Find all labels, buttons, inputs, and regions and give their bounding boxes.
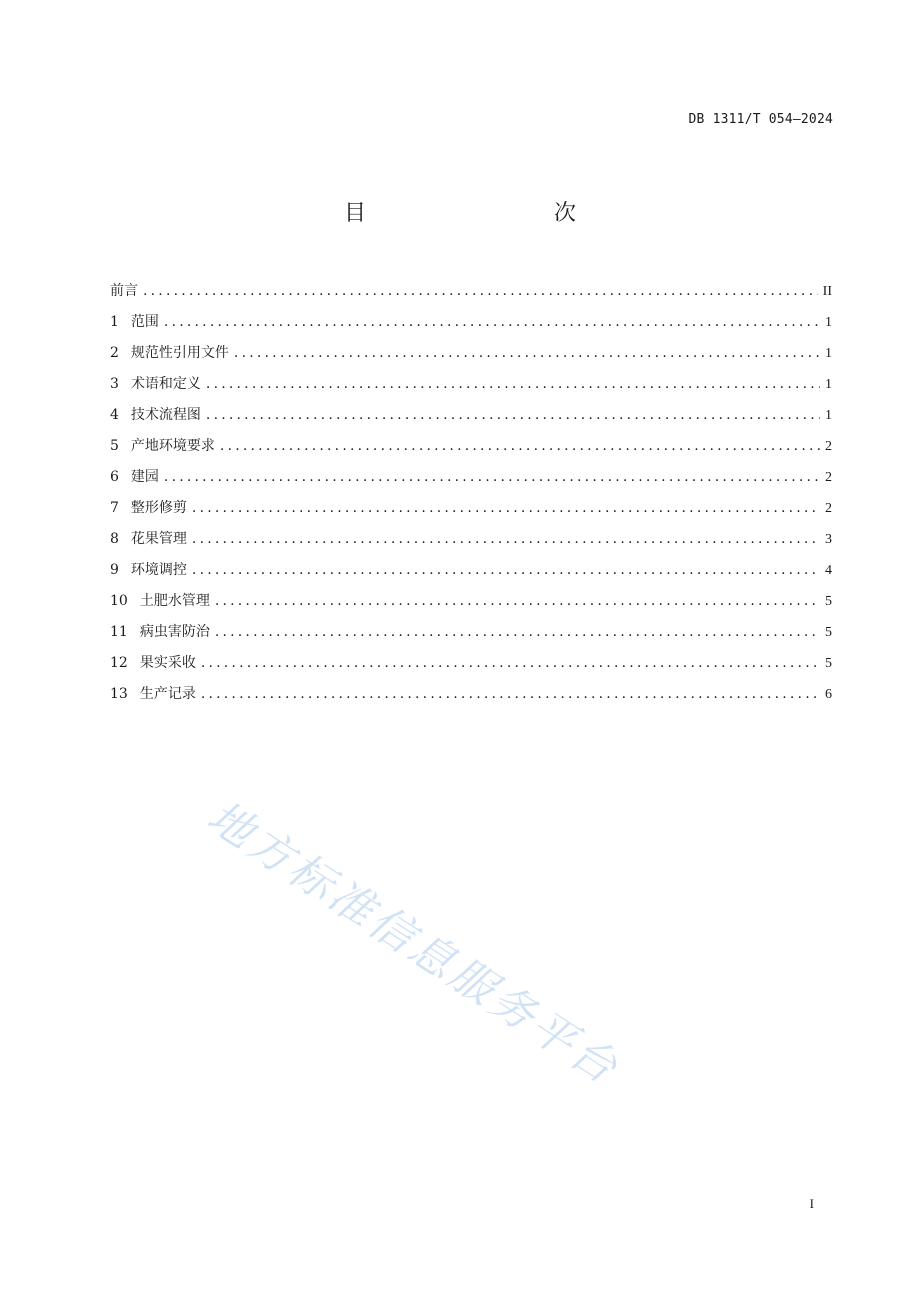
toc-leader-dots — [192, 528, 820, 550]
table-of-contents — [110, 280, 832, 714]
toc-entry-label: 产地环境要求 — [130, 438, 215, 454]
toc-entry-page: 1 — [825, 408, 832, 423]
toc-entry[interactable] — [110, 683, 832, 714]
toc-entry-number: 8 — [110, 531, 119, 547]
toc-leader-dots — [164, 311, 820, 333]
toc-entry-label: 土肥水管理 — [139, 593, 210, 609]
toc-entry-number: 6 — [110, 469, 119, 485]
toc-entry-number: 12 — [110, 655, 128, 671]
toc-entry-label: 前言 — [110, 283, 138, 299]
toc-leader-dots — [192, 497, 820, 519]
toc-entry-page: 2 — [825, 470, 832, 485]
toc-entry-page: 1 — [825, 377, 832, 392]
toc-entry-label: 环境调控 — [130, 562, 187, 578]
toc-entry-label: 技术流程图 — [130, 407, 201, 423]
toc-entry-number: 7 — [110, 500, 119, 516]
toc-entry-page: 3 — [825, 532, 832, 547]
toc-entry-number: 3 — [110, 376, 119, 392]
toc-entry-number: 4 — [110, 407, 119, 423]
toc-entry[interactable] — [110, 559, 832, 590]
toc-entry-number: 2 — [110, 345, 119, 361]
toc-entry-page: 1 — [825, 315, 832, 330]
toc-entry[interactable] — [110, 497, 832, 528]
toc-leader-dots — [143, 280, 818, 302]
toc-entry-page: 5 — [825, 625, 832, 640]
toc-leader-dots — [201, 652, 820, 674]
page-title: 目 次 — [343, 201, 624, 226]
toc-leader-dots — [164, 466, 820, 488]
page-number: I — [809, 1196, 814, 1211]
toc-entry-number: 10 — [110, 593, 128, 609]
toc-entry[interactable] — [110, 280, 832, 311]
toc-leader-dots — [206, 373, 820, 395]
toc-entry[interactable] — [110, 652, 832, 683]
toc-entry-page: 5 — [825, 594, 832, 609]
toc-entry-label: 生产记录 — [139, 686, 196, 702]
toc-entry-label: 病虫害防治 — [139, 624, 210, 640]
standard-code: DB 1311/T 054—2024 — [688, 112, 833, 127]
toc-entry-number: 5 — [110, 438, 119, 454]
toc-entry-page: II — [822, 284, 832, 299]
toc-leader-dots — [192, 559, 820, 581]
toc-entry[interactable] — [110, 404, 832, 435]
toc-leader-dots — [215, 590, 820, 612]
toc-entry-label: 果实采收 — [139, 655, 196, 671]
toc-entry[interactable] — [110, 590, 832, 621]
toc-entry-page: 2 — [825, 501, 832, 516]
toc-entry[interactable] — [110, 311, 832, 342]
toc-entry[interactable] — [110, 342, 832, 373]
toc-leader-dots — [215, 621, 820, 643]
toc-entry-number: 9 — [110, 562, 119, 578]
toc-entry-page: 2 — [825, 439, 832, 454]
watermark: 地方标准信息服务平台 — [198, 791, 629, 1096]
toc-entry-label: 范围 — [130, 314, 159, 330]
toc-entry-number: 1 — [110, 314, 119, 330]
toc-entry-label: 术语和定义 — [130, 376, 201, 392]
toc-entry-page: 6 — [825, 687, 832, 702]
toc-entry[interactable] — [110, 528, 832, 559]
toc-entry-page: 1 — [825, 346, 832, 361]
toc-entry-label: 规范性引用文件 — [130, 345, 229, 361]
toc-leader-dots — [220, 435, 820, 457]
toc-entry-number: 11 — [110, 624, 128, 640]
toc-entry-label: 整形修剪 — [130, 500, 187, 516]
toc-entry-label: 建园 — [130, 469, 159, 485]
toc-leader-dots — [206, 404, 820, 426]
toc-entry-number: 13 — [110, 686, 128, 702]
toc-leader-dots — [201, 683, 820, 705]
toc-entry[interactable] — [110, 466, 832, 497]
toc-entry-label: 花果管理 — [130, 531, 187, 547]
toc-entry-page: 5 — [825, 656, 832, 671]
toc-entry[interactable] — [110, 435, 832, 466]
toc-leader-dots — [234, 342, 820, 364]
toc-entry[interactable] — [110, 373, 832, 404]
toc-entry[interactable] — [110, 621, 832, 652]
toc-entry-page: 4 — [825, 563, 832, 578]
